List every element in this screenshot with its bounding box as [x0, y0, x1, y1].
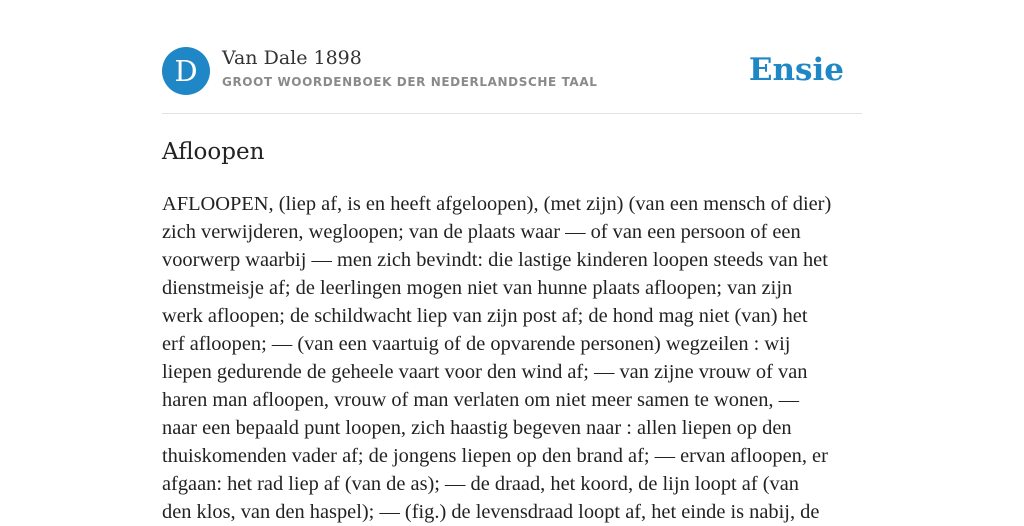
definition-line: den klos, van den haspel); — (fig.) de levensdraad loopt af, het einde is nabij, de	[162, 501, 820, 523]
definition-line: dienstmeisje af; de leerlingen mogen niet van hunne plaats afloopen; van zijn	[162, 277, 793, 299]
ensie-logo-link[interactable]: Ensie	[748, 52, 844, 88]
dictionary-avatar[interactable]: D	[162, 47, 210, 95]
definition-line: haren man afloopen, vrouw of man verlaten om niet meer samen te wonen, —	[162, 389, 799, 411]
definition-line: liepen gedurende de geheele vaart voor den wind af; — van zijne vrouw of van	[162, 361, 808, 383]
entry-definition	[162, 190, 864, 526]
entry-title: Afloopen	[162, 139, 265, 165]
dictionary-header	[162, 46, 862, 96]
definition-line: voorwerp waarbij — men zich bevindt: die lastige kinderen loopen steeds van het	[162, 249, 828, 271]
header-divider	[162, 113, 862, 114]
dictionary-title[interactable]: Van Dale 1898	[222, 47, 362, 69]
definition-line: AFLOOPEN, (liep af, is en heeft afgeloopen), (met zijn) (van een mensch of dier)	[162, 193, 832, 215]
dictionary-subtitle: GROOT WOORDENBOEK DER NEDERLANDSCHE TAAL	[222, 75, 598, 89]
definition-line: zich verwijderen, wegloopen; van de plaats waar — of van een persoon of een	[162, 221, 801, 243]
definition-line: thuiskomenden vader af; de jongens liepen op den brand af; — ervan afloopen, er	[162, 445, 828, 467]
definition-line: erf afloopen; — (van een vaartuig of de opvarende personen) wegzeilen : wij	[162, 333, 791, 355]
definition-line: werk afloopen; de schildwacht liep van zijn post af; de hond mag niet (van) het	[162, 305, 808, 327]
definition-line: naar een bepaald punt loopen, zich haastig begeven naar : allen liepen op den	[162, 417, 792, 439]
definition-line: afgaan: het rad liep af (van de as); — de draad, het koord, de lijn loopt af (van	[162, 473, 799, 495]
